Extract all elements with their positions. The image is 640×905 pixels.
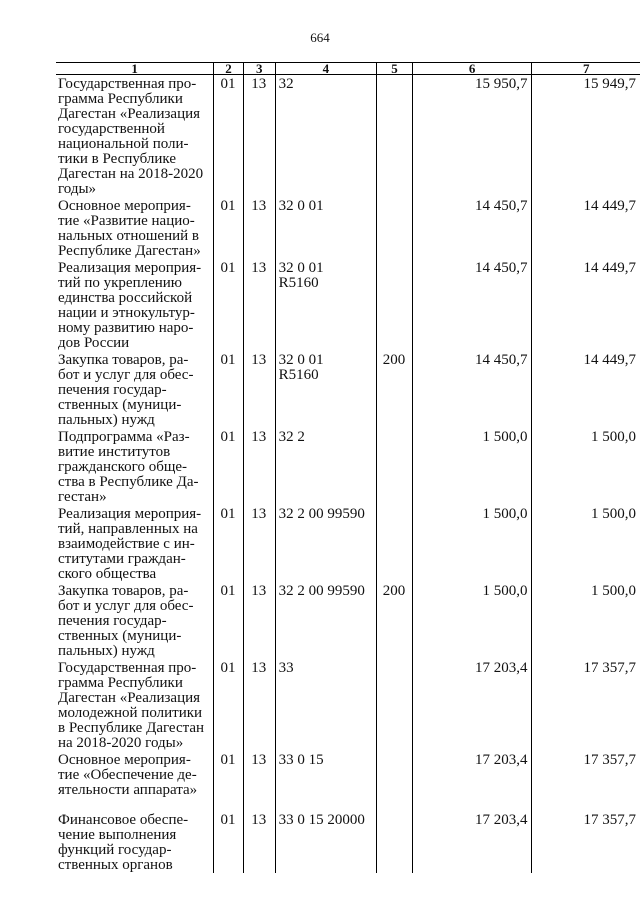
row-section-cell: 01 [214,751,244,811]
row-section-cell: 01 [214,351,244,428]
row-amount-2020-cell: 17 357,7 [532,811,640,873]
row-target-article-cell: 32 0 01 R5160 [275,351,376,428]
table-row [56,259,640,351]
row-section-cell: 01 [214,428,244,505]
row-subsection-cell: 13 [243,428,275,505]
row-target-article-cell: 32 0 01 R5160 [275,259,376,351]
row-expense-type-cell [377,505,413,582]
row-name-cell: Реализация мероприя- тий по укреплению единства российской нации и этнокультур- ному развитию наро- дов России [58,260,202,351]
row-section-cell: 01 [214,811,244,873]
row-expense-type-cell [377,811,413,873]
row-expense-type-cell [377,751,413,811]
row-amount-2020-cell: 1 500,0 [532,505,640,582]
column-header: 7 [532,63,640,75]
row-target-article-cell: 32 [275,75,376,198]
table-row [56,197,640,259]
row-subsection-cell: 13 [243,751,275,811]
row-name-cell: Реализация мероприя- тий, направленных на взаимодействие с ин- ститутами граждан- ского общества [58,506,202,582]
row-amount-2019-cell: 14 450,7 [412,259,532,351]
row-amount-2019-cell: 17 203,4 [412,659,532,751]
row-target-article-cell: 33 0 15 [275,751,376,811]
row-subsection-cell: 13 [243,197,275,259]
row-subsection-cell: 13 [243,75,275,198]
row-subsection-cell: 13 [243,259,275,351]
row-amount-2019-cell: 1 500,0 [412,505,532,582]
table-row [56,751,640,811]
row-section-cell: 01 [214,505,244,582]
row-section-cell: 01 [214,659,244,751]
row-amount-2019-cell: 15 950,7 [412,75,532,198]
row-amount-2020-cell: 1 500,0 [532,428,640,505]
table-row [56,75,640,198]
table-row [56,659,640,751]
row-section-cell: 01 [214,259,244,351]
row-section-cell: 01 [214,197,244,259]
table-row [56,582,640,659]
row-amount-2019-cell: 1 500,0 [412,428,532,505]
row-amount-2019-cell: 14 450,7 [412,197,532,259]
row-name-cell: Подпрограмма «Раз- витие институтов гражданского обще- ства в Республике Да- гестан» [58,429,199,505]
row-name-cell: Закупка товаров, ра- бот и услуг для обес- печения государ- ственных (муници- пальных) нужд [58,583,194,659]
row-expense-type-cell: 200 [377,351,413,428]
row-amount-2020-cell: 17 357,7 [532,659,640,751]
row-name-cell: Основное мероприя- тие «Развитие нацио- нальных отношений в Республике Дагестан» [58,198,201,259]
row-expense-type-cell [377,428,413,505]
table-row [56,428,640,505]
row-expense-type-cell [377,197,413,259]
column-header: 1 [56,63,214,75]
row-name-cell: Закупка товаров, ра- бот и услуг для обес- печения государ- ственных (муници- пальных) нужд [58,352,194,428]
table-row [56,505,640,582]
row-amount-2019-cell: 17 203,4 [412,751,532,811]
row-amount-2020-cell: 14 449,7 [532,259,640,351]
row-expense-type-cell [377,259,413,351]
column-header: 4 [275,63,376,75]
row-section-cell: 01 [214,582,244,659]
row-amount-2019-cell: 14 450,7 [412,351,532,428]
column-header: 2 [214,63,244,75]
row-target-article-cell: 32 2 00 99590 [275,505,376,582]
row-amount-2020-cell: 14 449,7 [532,197,640,259]
row-expense-type-cell: 200 [377,582,413,659]
budget-table [56,62,640,873]
row-expense-type-cell [377,659,413,751]
row-amount-2020-cell: 1 500,0 [532,582,640,659]
row-subsection-cell: 13 [243,505,275,582]
table-row [56,351,640,428]
row-amount-2020-cell: 17 357,7 [532,751,640,811]
table-row [56,811,640,873]
column-header: 5 [377,63,413,75]
row-amount-2019-cell: 17 203,4 [412,811,532,873]
row-amount-2019-cell: 1 500,0 [412,582,532,659]
header-row [56,63,640,75]
row-name-cell: Финансовое обеспе- чение выполнения функций государ- ственных органов [58,812,189,873]
column-header: 6 [412,63,532,75]
row-subsection-cell: 13 [243,351,275,428]
row-target-article-cell: 32 2 00 99590 [275,582,376,659]
column-header: 3 [243,63,275,75]
row-amount-2020-cell: 15 949,7 [532,75,640,198]
row-subsection-cell: 13 [243,811,275,873]
row-target-article-cell: 33 0 15 20000 [275,811,376,873]
row-expense-type-cell [377,75,413,198]
row-subsection-cell: 13 [243,659,275,751]
page-number: 664 [310,30,330,45]
row-name-cell: Государственная про- грамма Республики Дагестан «Реализация государственной национальной поли- тики в Республике Дагестан на 2018-2020 годы» [58,76,204,197]
row-name-cell: Основное мероприя- тие «Обеспечение де- ятельности аппарата» [58,752,198,798]
row-target-article-cell: 32 2 [275,428,376,505]
row-subsection-cell: 13 [243,582,275,659]
row-target-article-cell: 33 [275,659,376,751]
row-name-cell: Государственная про- грамма Республики Дагестан «Реализация молодежной политики в Республике Дагестан на 2018-2020 годы» [58,660,205,751]
row-target-article-cell: 32 0 01 [275,197,376,259]
row-section-cell: 01 [214,75,244,198]
row-amount-2020-cell: 14 449,7 [532,351,640,428]
